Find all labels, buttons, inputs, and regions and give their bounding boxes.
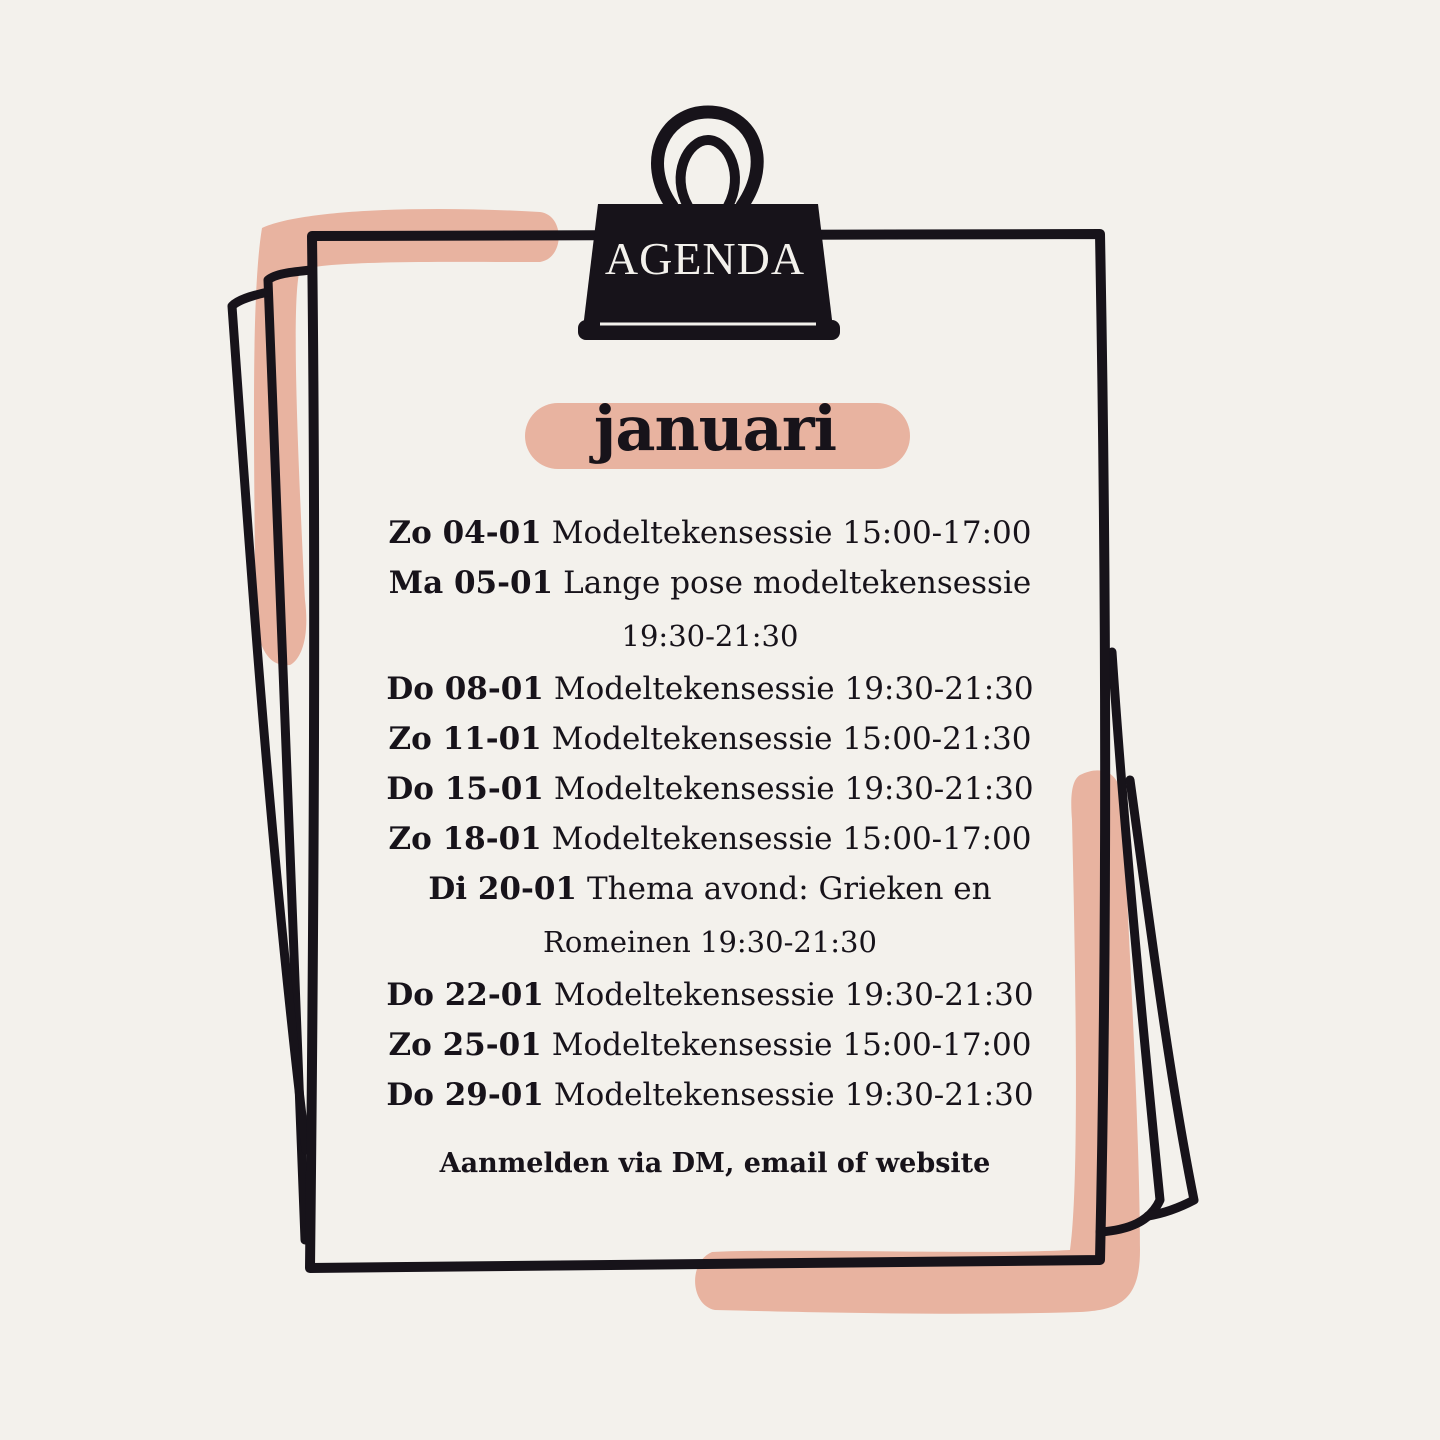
entry-description: Thema avond: Grieken en xyxy=(587,871,992,907)
entry-date: Di 20-01 xyxy=(428,871,577,907)
agenda-entry xyxy=(330,1070,1090,1120)
agenda-entry xyxy=(330,970,1090,1020)
agenda-entry xyxy=(330,864,1090,914)
agenda-entry xyxy=(330,664,1090,714)
entry-description: Modeltekensessie 15:00-21:30 xyxy=(551,721,1032,757)
entry-description: Modeltekensessie 15:00-17:00 xyxy=(551,821,1032,857)
agenda-list xyxy=(330,508,1090,1120)
agenda-entry xyxy=(330,508,1090,558)
agenda-entry xyxy=(330,1020,1090,1070)
entry-continuation: Romeinen 19:30-21:30 xyxy=(543,925,877,959)
entry-date: Do 22-01 xyxy=(386,977,544,1013)
entry-description: Modeltekensessie 19:30-21:30 xyxy=(553,977,1034,1013)
signup-note: Aanmelden via DM, email of website xyxy=(439,1148,991,1179)
entry-description: Modeltekensessie 19:30-21:30 xyxy=(553,1077,1034,1113)
agenda-entry xyxy=(330,714,1090,764)
agenda-entry xyxy=(330,814,1090,864)
entry-date: Zo 11-01 xyxy=(388,721,542,757)
month-title: januari xyxy=(593,392,837,465)
entry-date: Zo 25-01 xyxy=(388,1027,542,1063)
entry-date: Do 29-01 xyxy=(386,1077,544,1113)
entry-date: Zo 18-01 xyxy=(388,821,542,857)
entry-description: Modeltekensessie 19:30-21:30 xyxy=(553,771,1034,807)
entry-date: Do 08-01 xyxy=(386,671,544,707)
entry-description: Modeltekensessie 15:00-17:00 xyxy=(551,1027,1032,1063)
entry-date: Do 15-01 xyxy=(386,771,544,807)
entry-description: Modeltekensessie 19:30-21:30 xyxy=(553,671,1034,707)
agenda-entry xyxy=(330,764,1090,814)
entry-date: Zo 04-01 xyxy=(388,515,542,551)
entry-date: Ma 05-01 xyxy=(388,565,554,601)
entry-description: Modeltekensessie 15:00-17:00 xyxy=(551,515,1032,551)
clip-label: AGENDA xyxy=(604,233,806,284)
entry-description: Lange pose modeltekensessie xyxy=(563,565,1032,601)
binder-clip-icon xyxy=(578,112,840,340)
entry-continuation: 19:30-21:30 xyxy=(621,619,799,653)
agenda-entry xyxy=(330,558,1090,608)
